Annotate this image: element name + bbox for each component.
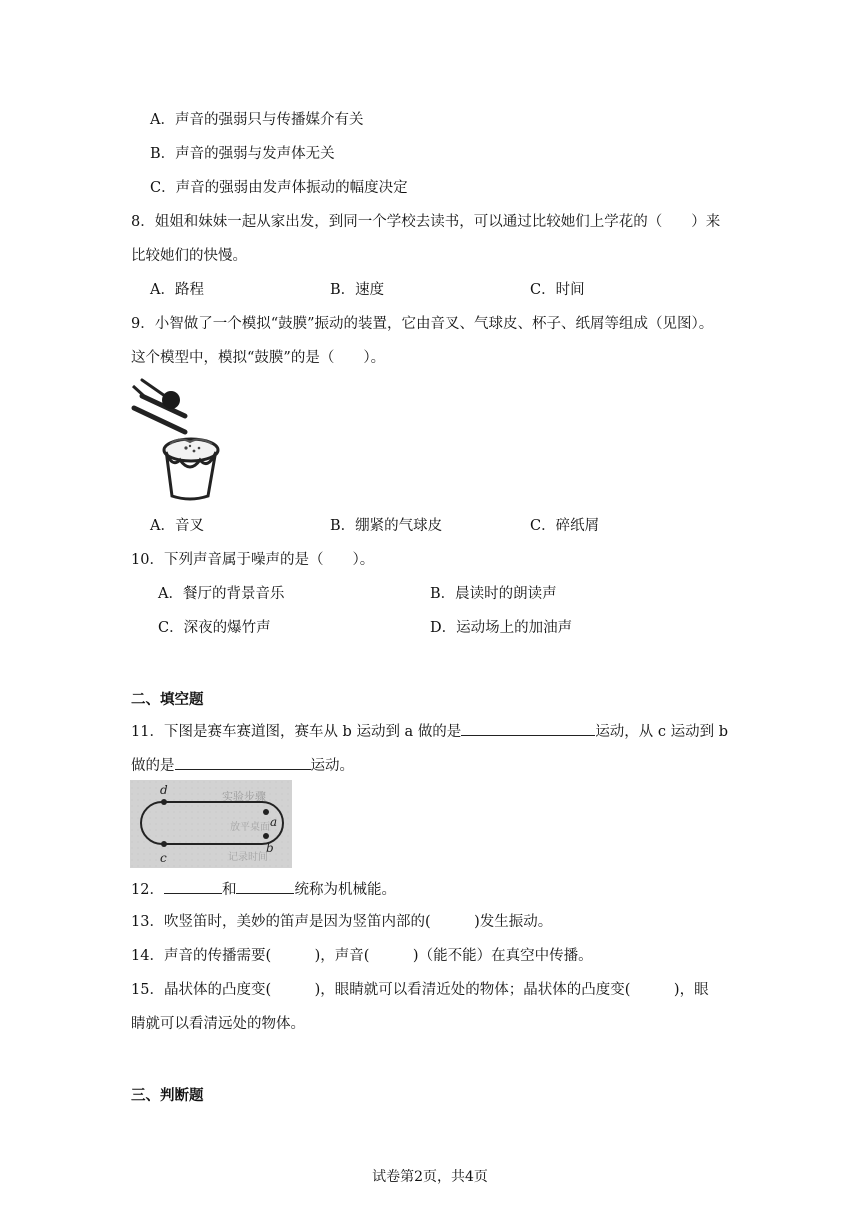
q10-option-c: C．深夜的爆竹声 [158, 620, 271, 636]
q11-text-part3: 做的是 [131, 758, 175, 774]
q11-text-part4: 运动。 [310, 758, 354, 774]
svg-text:放平桌面: 放平桌面 [230, 822, 270, 833]
q9-option-a: A．音叉 [150, 518, 204, 534]
q10-option-a: A．餐厅的背景音乐 [158, 586, 285, 602]
q13-text: 13．吹竖笛时，美妙的笛声是因为竖笛内部的( )发生振动。 [131, 914, 553, 930]
svg-text:记录时间: 记录时间 [228, 852, 268, 863]
q12-text-part3: 统称为机械能。 [294, 882, 396, 898]
q8-option-b: B．速度 [330, 282, 385, 298]
track-label-d: d [160, 783, 168, 797]
q8-stem-line1: 8．姐姐和妹妹一起从家出发，到同一个学校去读书，可以通过比较她们上学花的（ ）来 [131, 214, 721, 230]
q12-blank-1[interactable] [164, 878, 222, 894]
q9-stem-line1: 9．小智做了一个模拟“鼓膜”振动的装置，它由音叉、气球皮、杯子、纸屑等组成（见图）。 [131, 316, 714, 332]
q11-blank-2[interactable] [175, 754, 311, 770]
q12-blank-2[interactable] [236, 878, 294, 894]
section-heading-fill-blank: 二、填空题 [131, 692, 204, 708]
page-footer: 试卷第2页，共4页 [372, 1169, 488, 1185]
q9-option-b: B．绷紧的气球皮 [330, 518, 443, 534]
q8-stem-line2: 比较她们的快慢。 [131, 248, 247, 264]
q11-line2 [131, 754, 354, 776]
q8-option-a: A．路程 [150, 282, 204, 298]
q10-option-b: B．晨读时的朗读声 [430, 586, 557, 602]
race-track-image [130, 780, 292, 868]
q15-line2: 睛就可以看清远处的物体。 [131, 1016, 305, 1032]
q11-line1 [131, 720, 728, 742]
q7-option-b: B．声音的强弱与发声体无关 [150, 146, 335, 162]
q9-stem-line2: 这个模型中，模拟“鼓膜”的是（ ）。 [131, 350, 386, 366]
q12-line [131, 878, 396, 900]
q11-text-part1: 11．下图是赛车赛道图，赛车从 b 运动到 a 做的是 [131, 724, 462, 740]
eardrum-model-image [130, 378, 230, 503]
svg-text:实验步骤: 实验步骤 [222, 790, 266, 803]
q15-line1: 15．晶状体的凸度变( )，眼睛就可以看清近处的物体；晶状体的凸度变( )，眼 [131, 982, 709, 998]
q14-text: 14．声音的传播需要( )，声音( )（能不能）在真空中传播。 [131, 948, 593, 964]
q12-text-part1: 12． [131, 882, 164, 898]
q12-text-part2: 和 [221, 882, 237, 898]
q8-option-c: C．时间 [530, 282, 585, 298]
q7-option-a: A．声音的强弱只与传播媒介有关 [150, 112, 364, 128]
q9-option-c: C．碎纸屑 [530, 518, 600, 534]
track-label-a: a [270, 815, 278, 829]
q10-option-d: D．运动场上的加油声 [430, 620, 573, 636]
track-label-b: b [266, 841, 274, 855]
section-heading-true-false: 三、判断题 [131, 1088, 204, 1104]
q11-text-part2: 运动，从 c 运动到 b [595, 724, 729, 740]
q10-stem: 10．下列声音属于噪声的是（ ）。 [131, 552, 375, 568]
q7-option-c: C．声音的强弱由发声体振动的幅度决定 [150, 180, 408, 196]
track-label-c: c [160, 851, 167, 865]
q11-blank-1[interactable] [461, 720, 595, 736]
